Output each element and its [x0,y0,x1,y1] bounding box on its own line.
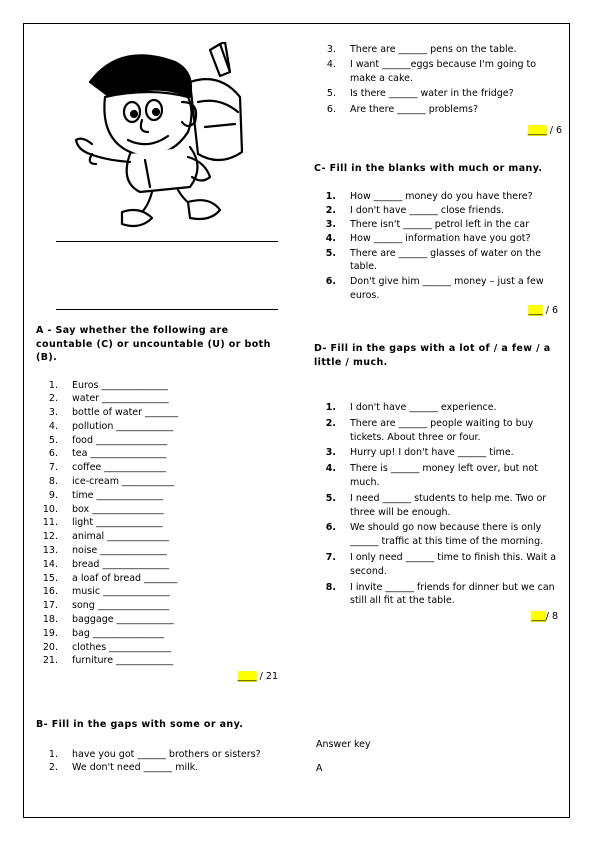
item-number: 4. [326,59,336,71]
section-c-score [314,304,562,318]
item-text: How ______ money do you have there? [350,190,533,202]
item-text: water ______________ [72,393,169,405]
item-number: 14. [42,558,58,570]
item-text: pollution ____________ [72,420,174,432]
cartoon-boy-illustration [70,42,250,232]
item-text: baggage ____________ [72,614,174,626]
item-number: 6. [48,448,58,460]
item-number: 20. [42,641,58,653]
item-number: 5. [326,88,336,100]
item-text: There isn't ______ petrol left in the car [350,219,530,231]
section-b [36,718,286,775]
list-item [314,581,562,609]
item-number: 7. [325,551,336,563]
list-item [36,641,286,655]
list-item [36,406,286,420]
list-item [314,401,562,415]
list-item [314,87,562,101]
item-number: 19. [42,627,58,639]
item-text: I only need ______ time to finish this. Wait a second. [350,551,557,577]
list-item [36,420,286,434]
list-item [36,379,286,393]
item-number: 15. [42,572,58,584]
list-item [36,613,286,627]
list-item [314,417,562,445]
item-number: 9. [48,489,58,501]
item-text: coffee _____________ [72,462,167,474]
item-number: 18. [42,614,58,626]
list-item [36,489,286,503]
item-text: Is there ______ water in the fridge? [350,88,514,100]
list-item [36,447,286,461]
score-total: / 8 [545,611,558,623]
item-number: 2. [48,393,58,405]
list-item [314,190,562,204]
item-number: 17. [42,600,58,612]
item-text: time ______________ [72,489,163,501]
item-text: Don't give him ______ money – just a few euros. [350,275,544,301]
section-d-score [314,610,562,624]
item-number: 8. [325,581,336,593]
item-text: music ______________ [72,586,170,598]
item-text: There are ______ glasses of water on the table. [350,247,542,273]
name-line [56,241,278,242]
item-number: 4. [48,420,58,432]
answer-key [316,738,371,776]
item-text: bottle of water _______ [72,407,179,419]
list-item [314,446,562,460]
item-text: light ______________ [72,517,163,529]
item-number: 4. [325,233,336,245]
list-item [36,530,286,544]
item-text: I don't have ______ close friends. [350,204,505,216]
list-item [36,461,286,475]
list-item [314,492,562,520]
section-d-heading: D- Fill in the gaps with a lot of / a few / a little / much. [314,343,551,368]
list-item [36,558,286,572]
item-text: animal _____________ [72,531,169,543]
score-blank[interactable]: ____ [527,125,547,137]
section-b-continued [314,43,562,138]
item-text: I don't have ______ experience. [350,402,497,413]
section-a-list [36,379,286,669]
item-text: I want ______eggs because I'm going to make a cake. [350,59,537,85]
item-number: 2. [325,204,336,216]
section-a [36,324,286,684]
score-blank[interactable]: ___ [531,611,546,623]
item-text: a loaf of bread _______ [72,572,178,584]
list-item [36,761,286,775]
item-number: 7. [48,462,58,474]
score-total: / 6 [546,125,562,137]
section-d-list [314,401,562,608]
section-b-heading: B- Fill in the gaps with some or any. [36,719,244,730]
item-text: Euros ______________ [72,379,169,391]
item-number: 2. [48,762,58,774]
section-b-list [36,748,286,776]
class-line [56,309,278,310]
item-number: 10. [42,503,58,515]
item-number: 8. [48,476,58,488]
item-text: There are ______ pens on the table. [350,44,517,55]
list-item [36,654,286,668]
item-text: I need ______ students to help me. Two or three will be enough. [350,492,547,518]
item-text: song _______________ [72,600,170,612]
item-number: 16. [42,586,58,598]
list-item [36,434,286,448]
score-blank[interactable]: ___ [528,305,543,317]
item-number: 1. [325,190,336,202]
list-item [314,462,562,490]
list-item [36,585,286,599]
list-item [314,43,562,57]
section-a-score [36,670,286,684]
item-text: clothes _____________ [72,641,171,653]
item-text: noise ______________ [72,545,167,557]
item-number: 4. [325,463,336,475]
item-number: 1. [325,402,336,413]
list-item [314,275,562,303]
score-total: / 21 [256,671,278,683]
item-text: We don't need ______ milk. [72,762,199,774]
list-item [314,218,562,232]
item-text: How ______ information have you got? [350,233,531,245]
item-number: 5. [325,492,336,504]
item-text: bag _______________ [72,627,165,639]
item-number: 1. [48,379,58,391]
item-text: There are ______ people waiting to buy tickets. About three or four. [350,417,534,443]
item-number: 3. [326,44,336,55]
list-item [36,599,286,613]
item-number: 13. [42,545,58,557]
item-number: 21. [42,655,58,667]
list-item [314,204,562,218]
item-text: bread ______________ [72,558,169,570]
list-item [36,627,286,641]
answer-key-first: A [316,763,323,774]
item-text: We should go now because there is only ______ traffic at this time of the morning. [350,522,544,548]
answer-key-title: Answer key [316,739,371,750]
section-b-continued-list [314,43,562,116]
item-number: 5. [48,434,58,446]
item-text: box _______________ [72,503,164,515]
list-item [36,503,286,517]
list-item [36,475,286,489]
item-text: furniture ____________ [72,655,174,667]
section-a-heading: A - Say whether the following are countable (C) or uncountable (U) or both (B). [36,325,271,363]
item-text: have you got ______ brothers or sisters? [72,748,261,760]
item-text: food _______________ [72,434,168,446]
item-text: There is ______ money left over, but not much. [350,463,538,488]
list-item [36,544,286,558]
section-c-list [314,190,562,303]
item-number: 6. [325,522,336,534]
item-text: Hurry up! I don't have ______ time. [350,447,514,459]
item-number: 12. [42,531,58,543]
item-number: 3. [325,219,336,231]
item-text: I invite ______ friends for dinner but we can still all fit at the table. [350,581,555,607]
list-item [314,551,562,579]
list-item [36,572,286,586]
item-text: ice-cream ___________ [72,476,175,488]
item-number: 2. [325,417,336,429]
list-item [314,521,562,549]
item-number: 3. [48,407,58,419]
list-item [314,58,562,86]
list-item [314,103,562,117]
item-number: 3. [325,447,336,459]
section-c-heading: C- Fill in the blanks with much or many. [314,163,543,174]
list-item [36,516,286,530]
score-blank[interactable]: ____ [237,671,257,683]
list-item [314,247,562,275]
list-item [36,392,286,406]
item-number: 6. [326,103,336,115]
item-number: 1. [48,748,58,760]
item-number: 6. [325,275,336,287]
item-text: Are there ______ problems? [350,103,479,115]
section-c [314,162,562,318]
list-item [314,232,562,246]
score-total: / 6 [542,305,558,317]
item-number: 11. [42,517,58,529]
item-number: 5. [325,247,336,259]
section-b-score [314,124,562,138]
item-text: tea ________________ [72,448,167,460]
section-d [314,342,562,624]
list-item [36,748,286,762]
